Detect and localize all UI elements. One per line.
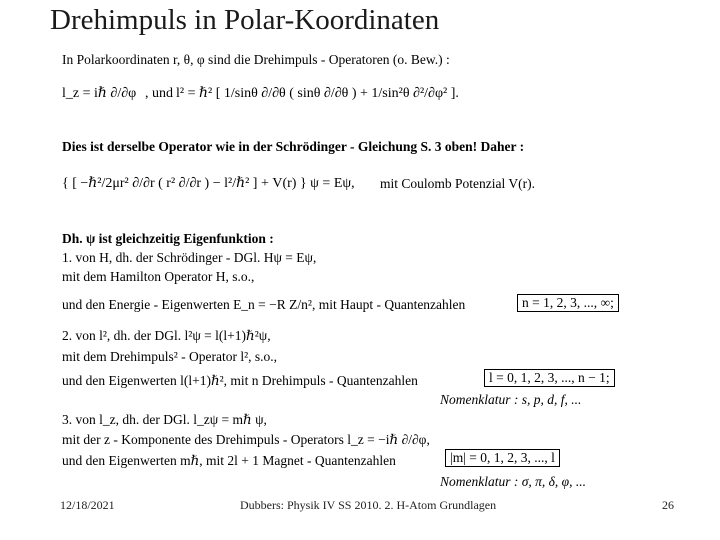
text-item-1: 1. von H, dh. der Schrödinger - DGl. Hψ = Eψ, [62, 250, 317, 265]
text-coulomb-potential: mit Coulomb Potenzial V(r). [380, 176, 535, 191]
footer-date: 12/18/2021 [60, 498, 115, 512]
box-main-quantum-numbers: n = 1, 2, 3, ..., ∞; [517, 294, 619, 312]
page-title: Drehimpuls in Polar-Koordinaten [50, 4, 440, 36]
box-l-quantum-numbers: l = 0, 1, 2, 3, ..., n − 1; [484, 369, 615, 387]
text-nomenclature-spdf: Nomenklatur : s, p, d, f, ... [440, 392, 582, 407]
text-magnetic-quantum-numbers: und den Eigenwerten mℏ, mit 2l + 1 Magnet - Quantenzahlen [62, 453, 396, 468]
text-angular-momentum-operator: mit dem Drehimpuls² - Operator l², s.o., [62, 349, 278, 364]
text-line-intro: In Polarkoordinaten r, θ, φ sind die Drehimpuls - Operatoren (o. Bew.) : [62, 52, 450, 67]
equation-l-squared: l² = ℏ² [ 1/sinθ ∂/∂θ ( sinθ ∂/∂θ ) + 1/sin²θ ∂²/∂φ² ]. [176, 86, 459, 101]
footer-course: Dubbers: Physik IV SS 2010. 2. H-Atom Grundlagen [240, 498, 497, 512]
text-eigenfunction-heading: Dh. ψ ist gleichzeitig Eigenfunktion : [62, 231, 274, 246]
text-hamilton: mit dem Hamilton Operator H, s.o., [62, 269, 255, 284]
text-line-same-operator: Dies ist derselbe Operator wie in der Schrödinger - Gleichung S. 3 oben! Daher : [62, 139, 525, 154]
text-eigenvalues-l: und den Eigenwerten l(l+1)ℏ², mit n Drehimpuls - Quantenzahlen [62, 373, 418, 388]
text-energy-eigenvalues: und den Energie - Eigenwerten E_n = −R Z/n², mit Haupt - Quantenzahlen [62, 297, 466, 312]
footer-page-number: 26 [662, 498, 674, 512]
box-m-quantum-numbers: |m| = 0, 1, 2, 3, ..., l [445, 449, 560, 467]
text-und: , und [145, 86, 173, 101]
text-item-3: 3. von l_z, dh. der DGl. l_zψ = mℏ ψ, [62, 412, 267, 427]
text-item-2: 2. von l², dh. der DGl. l²ψ = l(l+1)ℏ²ψ, [62, 328, 271, 343]
equation-schroedinger-radial: { [ −ℏ²/2μr² ∂/∂r ( r² ∂/∂r ) − l²/ℏ² ] + V(r) } ψ = Eψ, [62, 176, 355, 191]
text-nomenclature-greek: Nomenklatur : σ, π, δ, φ, ... [440, 474, 587, 489]
text-z-component: mit der z - Komponente des Drehimpuls - Operators l_z = −iℏ ∂/∂φ, [62, 432, 430, 447]
equation-lz: l_z = iℏ ∂/∂φ [62, 86, 137, 101]
